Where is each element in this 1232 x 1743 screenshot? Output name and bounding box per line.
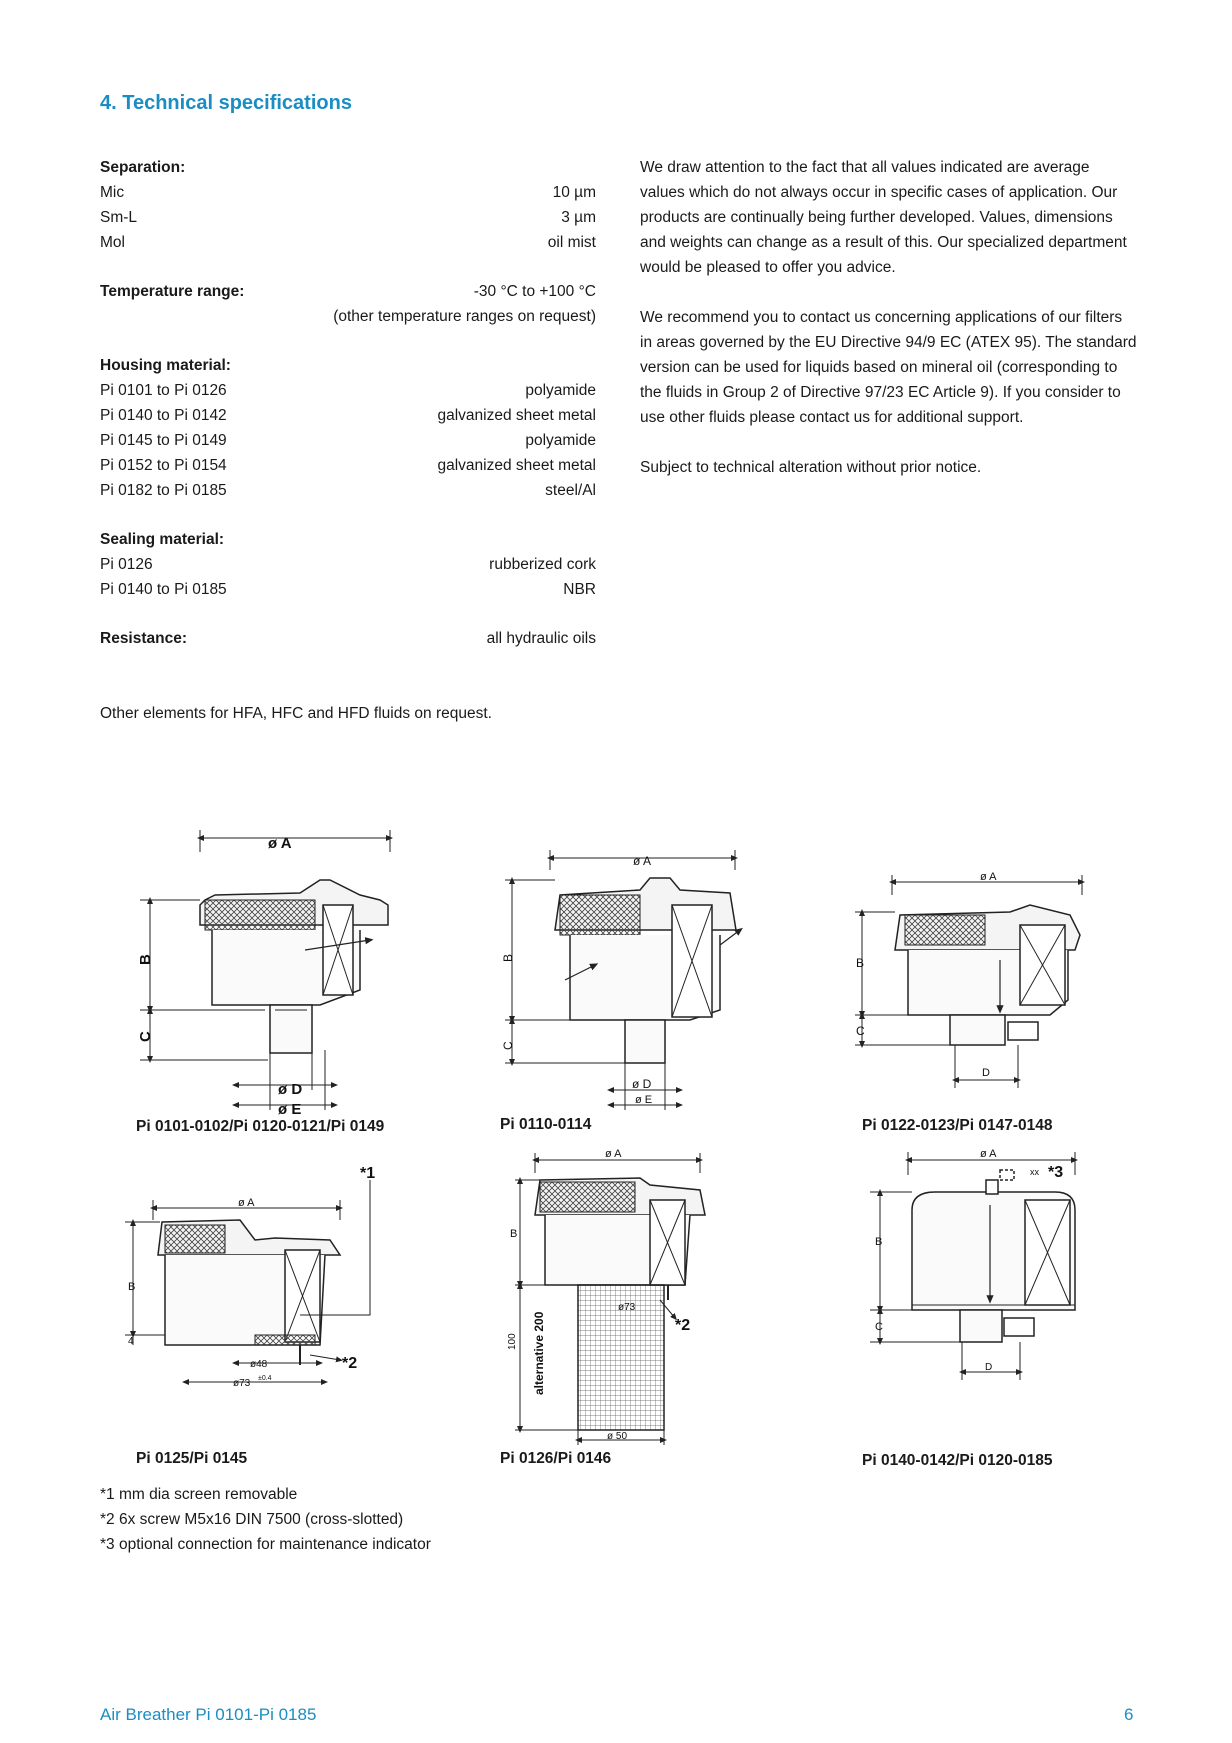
d1-label-a: ø A: [268, 835, 292, 852]
d3-label-b: B: [856, 956, 865, 970]
drawing-2: [505, 850, 740, 1110]
d4-note-1: *1: [360, 1165, 376, 1182]
spec-group-sealing-label: Sealing material:: [100, 531, 225, 548]
d3-label-a: ø A: [980, 871, 997, 883]
drawing-caption: Pi 0122-0123/Pi 0147-0148: [862, 1117, 1053, 1134]
footer-title: Air Breather Pi 0101-Pi 0185: [100, 1705, 317, 1724]
spec-row: Pi 0140 to Pi 0185 NBR: [100, 581, 596, 598]
d5-label-100: 100: [507, 1333, 518, 1350]
drawing-caption: Pi 0140-0142/Pi 0120-0185: [862, 1452, 1053, 1469]
d4-label-a: ø A: [238, 1197, 255, 1209]
drawing-caption: Pi 0110-0114: [500, 1116, 592, 1133]
d4-note-2: *2: [342, 1355, 358, 1372]
spec-row: Pi 0145 to Pi 0149 polyamide: [100, 432, 596, 449]
d5-label-b: B: [510, 1228, 518, 1240]
spec-row: Mic 10 µm: [100, 184, 596, 201]
spec-row: Mol oil mist: [100, 234, 596, 251]
drawing-caption: Pi 0101-0102/Pi 0120-0121/Pi 0149: [136, 1118, 385, 1135]
drawing-1: [140, 830, 390, 1110]
footnote: *3 optional connection for maintenance indicator: [100, 1536, 431, 1553]
note-paragraph: We recommend you to contact us concerning applications of our filters in areas governed by the EU Directive 94/9 EC (ATEX 95). The standard version can be used for liquids based on mineral oil (corresponding to the fluids in Group 2 of Directive 97/23 EC Article 9). If you consider to use other fluids please contact us for additional support.: [640, 309, 1137, 426]
spec-row: Pi 0152 to Pi 0154 galvanized sheet metal: [100, 457, 596, 474]
d2-label-c: C: [501, 1041, 515, 1050]
drawing-caption: Pi 0125/Pi 0145: [136, 1450, 248, 1467]
d4-label-tol: ±0.4: [258, 1375, 272, 1382]
d5-label-d73: ø73: [618, 1302, 636, 1313]
d6-label-d: D: [985, 1362, 993, 1373]
d4-label-h: 4: [128, 1336, 134, 1347]
d6-label-b: B: [875, 1236, 883, 1248]
d1-label-e: ø E: [278, 1101, 302, 1118]
footnote: *1 mm dia screen removable: [100, 1486, 298, 1503]
d1-label-b: B: [137, 954, 154, 965]
d6-label-a: ø A: [980, 1148, 997, 1160]
section-title: 4. Technical specifications: [100, 92, 352, 114]
d1-label-d: ø D: [278, 1081, 303, 1098]
spec-resistance: Resistance: all hydraulic oils: [100, 630, 596, 647]
footnotes: [100, 1482, 431, 1557]
d3-label-c: C: [856, 1024, 865, 1038]
d5-label-alternative: alternative 200: [532, 1311, 546, 1395]
d2-label-b: B: [501, 953, 515, 962]
d2-label-a: ø A: [633, 854, 652, 868]
spec-group-housing-label: Housing material:: [100, 357, 231, 374]
d1-label-c: C: [137, 1031, 154, 1042]
drawing-3: [855, 875, 1082, 1088]
d2-label-d: ø D: [632, 1077, 652, 1091]
other-elements-note: Other elements for HFA, HFC and HFD fluids on request.: [100, 705, 492, 722]
d3-label-d: D: [982, 1067, 990, 1079]
note-paragraph: We draw attention to the fact that all values indicated are average values which do not always occur in specific cases of application. Our products are continually being further developed. Values, dimensions and weights can change as a result of this. Our specialized department would be pleased to offer you advice.: [640, 159, 1127, 276]
d6-note-3: *3: [1048, 1164, 1064, 1181]
d5-note-2: *2: [675, 1317, 691, 1334]
page-number: 6: [1124, 1705, 1134, 1724]
d6-label-c: C: [875, 1321, 883, 1333]
spec-group-separation-label: Separation:: [100, 159, 186, 176]
spec-row: Pi 0101 to Pi 0126 polyamide: [100, 382, 596, 399]
spec-temperature-note: (other temperature ranges on request): [333, 308, 596, 325]
drawing-4: [125, 1180, 370, 1382]
drawing-6: [870, 1152, 1075, 1380]
spec-row: Pi 0182 to Pi 0185 steel/Al: [100, 482, 596, 499]
d5-label-a: ø A: [605, 1148, 622, 1160]
d4-label-d73: ø73: [233, 1378, 251, 1389]
spec-row: Sm-L 3 µm: [100, 209, 596, 226]
d4-label-d48: ø48: [250, 1359, 268, 1370]
d4-label-b: B: [128, 1281, 136, 1293]
d2-label-e: ø E: [635, 1094, 653, 1106]
spec-temperature: Temperature range: -30 °C to +100 °C: [100, 283, 596, 300]
drawing-caption: Pi 0126/Pi 0146: [500, 1450, 612, 1467]
spec-row: Pi 0140 to Pi 0142 galvanized sheet metal: [100, 407, 596, 424]
footnote: *2 6x screw M5x16 DIN 7500 (cross-slotted): [100, 1511, 404, 1528]
spec-row: Pi 0126 rubberized cork: [100, 556, 596, 573]
drawing-5: [515, 1153, 705, 1445]
d5-label-d50: ø 50: [607, 1431, 628, 1442]
d6-label-xx: xx: [1030, 1167, 1039, 1177]
note-paragraph: Subject to technical alteration without prior notice.: [640, 459, 982, 476]
